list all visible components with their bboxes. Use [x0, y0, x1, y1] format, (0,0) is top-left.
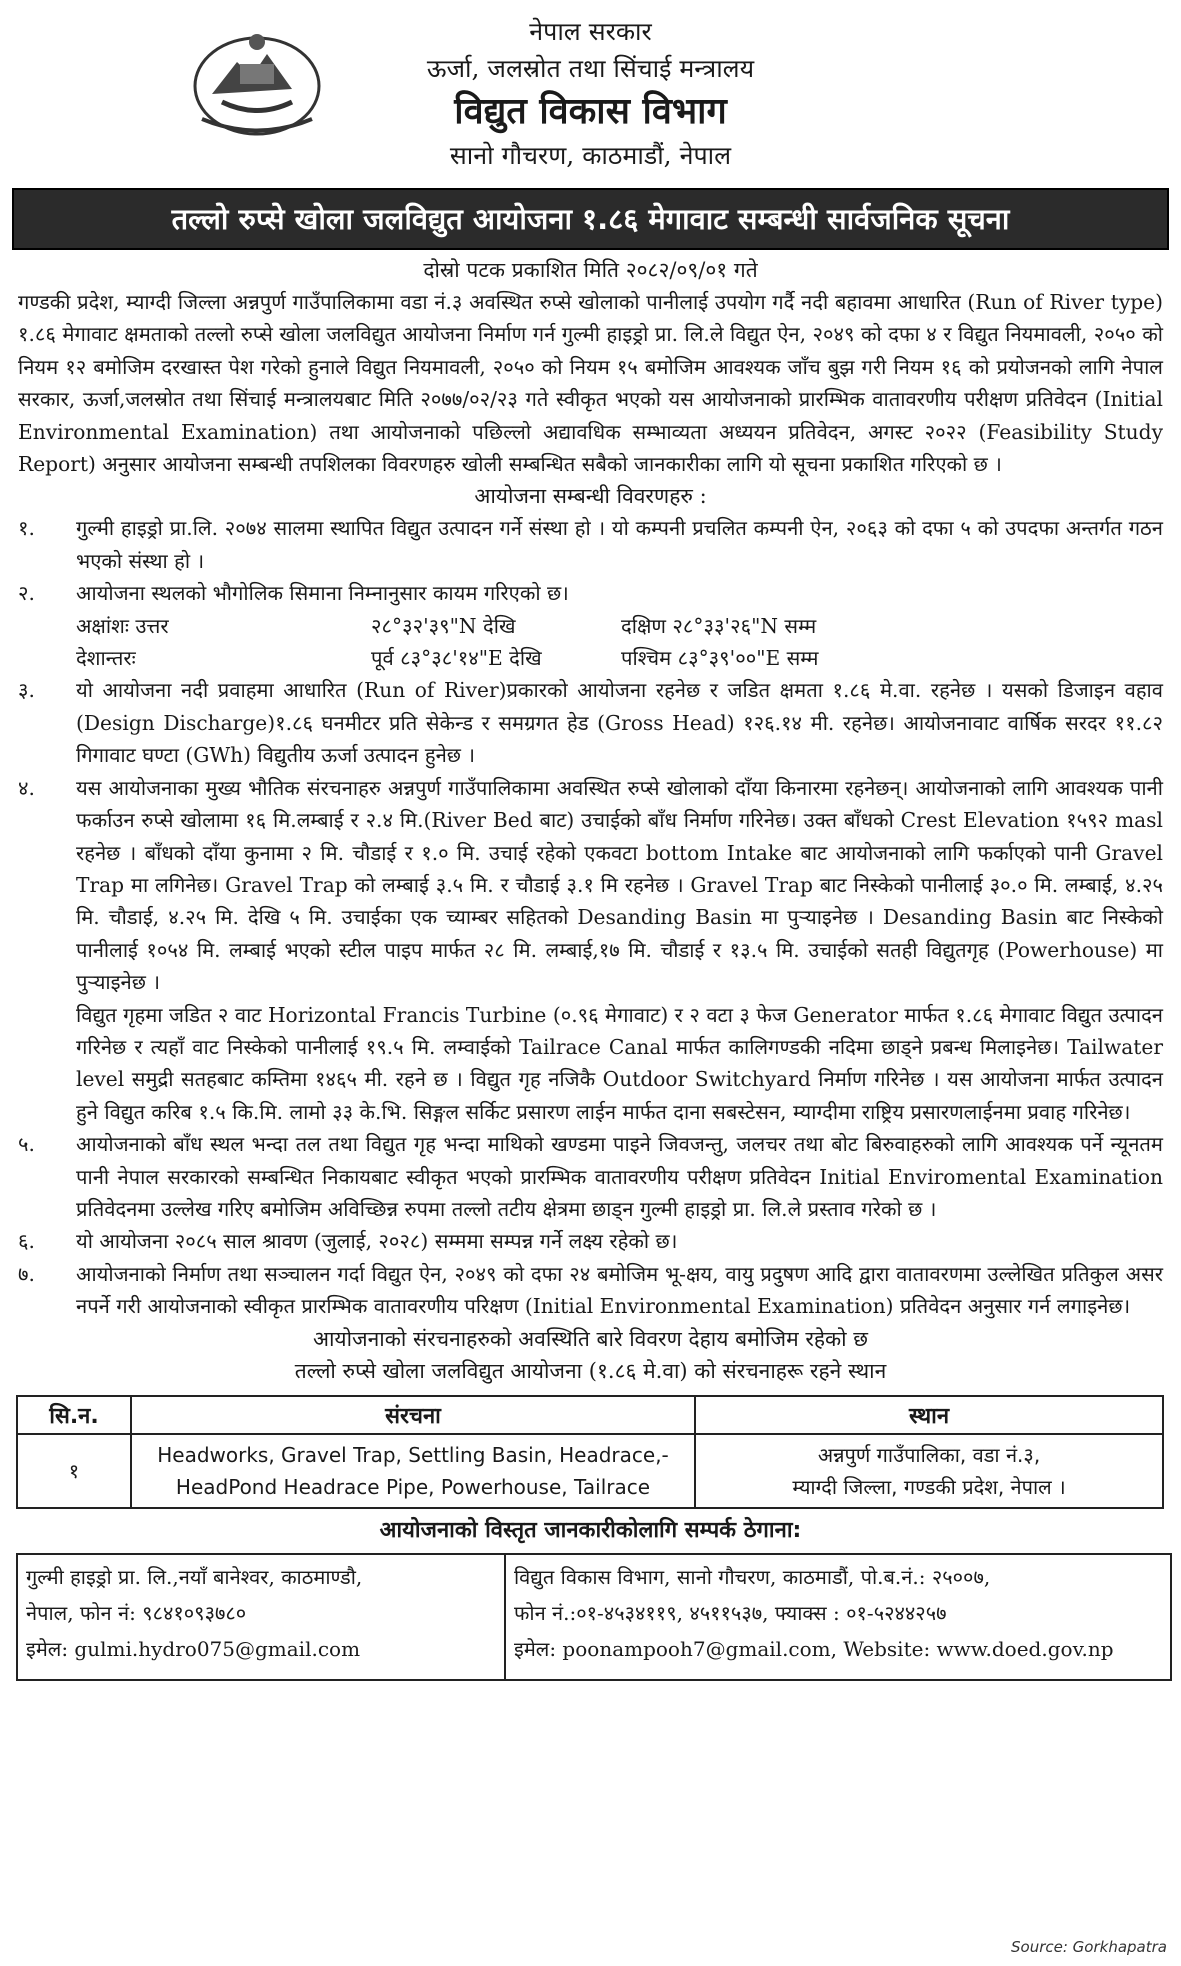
item-text: यस आयोजनाका मुख्य भौतिक संरचनाहरु अन्नपुर्ण गाउँपालिकामा अवस्थित रुप्से खोलाको दाँया किनारमा रहनेछन्। आयोजनाको लागि आवश्यक पानी फर्काउन रुप्से खोलामा १६ मि.लम्बाई र २.४ मि.(River Bed बाट) उचाईको बाँध निर्माण गरिनेछ। उक्त बाँधको Crest Elevation १५९२ masl रहनेछ । बाँधको दाँया कुनामा २ मि. चौडाई र १.० मि. उचाई रहेको एकवटा bottom Intake बाट आयोजनाको लागि फर्काएको पानी Gravel Trap मा लगिनेछ। Gravel Trap को लम्बाई ३.५ मि. र चौडाई ३.१ मि रहनेछ । Gravel Trap बाट निस्केको पानीलाई ३०.० मि. लम्बाई, ४.२५ मि. चौडाई, ४.२५ मि. देखि ५ मि. उचाईका एक च्याम्बर सहितको Desanding Basin मा पुऱ्याइनेछ । Desanding Basin बाट निस्केको पानीलाई १०५४ मि. लम्बाई भएको स्टील पाइप मार्फत २८ मि. लम्बाई,१७ मि. चौडाई र १३.५ मि. उचाईको सतही विद्युतगृह (Powerhouse) मा पुऱ्याइनेछ । — [76, 775, 1163, 995]
structures-caption: आयोजनाको संरचनाहरुको अवस्थिति बारे विवरण देहाय बमोजिम रहेको छ — [312, 1326, 869, 1351]
item-text: आयोजनाको बाँध स्थल भन्दा तल तथा विद्युत गृह भन्दा माथिको खण्डमा पाइने जिवजन्तु, जलचर तथा बोट बिरुवाहरुको लागि आवश्यक पर्ने न्यूनतम पानी नेपाल सरकारको सम्बन्धित निकायबाट स्वीकृत भएको प्रारम्भिक वातावरणीय परीक्षण प्रतिवेदन Initial Enviromental Examination प्रतिवेदनमा उल्लेख गरिए बमोजिम अविच्छिन्न रुपमा तल्लो तटीय क्षेत्रमा छाड्न गुल्मी हाइड्रो प्रा. लि.ले प्रस्ताव गरेको छ । — [76, 1132, 1163, 1221]
department-email-website: इमेल: poonampooh7@gmail.com, Website: www.doed.gov.np — [514, 1636, 1114, 1661]
item-text: यो आयोजना नदी प्रवाहमा आधारित (Run of River)प्रकारको आयोजना रहनेछ र जडित क्षमता १.८६ मे.वा. रहनेछ । यसको डिजाइन वहाव (Design Discharge)१.८६ घनमीटर प्रति सेकेन्ड र समग्रगत हेड (Gross Head) १२६.१४ मी. रहनेछ। आयोजनावाट वार्षिक सरदर ११.८२ गिगावाट घण्टा (GWh) विद्युतीय ऊर्जा उत्पादन हुनेछ । — [76, 678, 1163, 768]
item-number: ७. — [18, 1261, 35, 1286]
company-phone: नेपाल, फोन नं: ९८४१०९३७८० — [26, 1600, 247, 1625]
department-contact — [506, 1555, 1170, 1679]
list-item — [12, 1225, 1169, 1257]
item-number: १. — [18, 516, 35, 541]
table-header-row — [17, 1396, 1163, 1434]
item-text: आयोजनाको निर्माण तथा सञ्चालन गर्दा विद्युत ऐन, २०४९ को दफा २४ बमोजिम भू-क्षय, वायु प्रदुषण आदि द्वारा वातावरणमा उल्लेखित प्रतिकुल असर नपर्ने गरी आयोजनाको स्वीकृत प्रारम्भिक वातावरणीय परिक्षण (Initial Environmental Examination) प्रतिवेदन अनुसार गर्न लगाइनेछ। — [76, 1261, 1163, 1319]
list-item — [12, 1258, 1169, 1323]
longitude-label: देशान्तरः — [76, 646, 136, 671]
government-name: नेपाल सरकार — [529, 17, 652, 46]
coordinates — [12, 610, 1169, 675]
longitude-to: पश्चिम ८३°३९'००"E सम्म — [621, 646, 819, 671]
item-number: ३. — [18, 678, 35, 703]
company-email: इमेल: gulmi.hydro075@gmail.com — [26, 1636, 361, 1661]
structure-cell — [131, 1434, 695, 1508]
structures-table-title: तल्लो रुप्से खोला जलविद्युत आयोजना (१.८६ मे.वा) को संरचनाहरू रहने स्थान — [294, 1358, 887, 1383]
longitude-from: पूर्व ८३°३८'१४"E देखि — [371, 646, 542, 671]
nepal-emblem-icon — [182, 24, 332, 144]
source-credit: Source: Gorkhapatra — [1011, 1938, 1167, 1956]
notice-page — [12, 6, 1169, 1681]
header — [12, 6, 1169, 186]
column-header: संरचना — [131, 1396, 695, 1434]
company-contact — [18, 1555, 506, 1679]
item-text: गुल्मी हाइड्रो प्रा.लि. २०७४ सालमा स्थापित विद्युत उत्पादन गर्ने संस्था हो । यो कम्पनी प्रचलित कम्पनी ऐन, २०६३ को दफा ५ को उपदफा अन्तर्गत गठन भएको संस्था हो । — [76, 516, 1163, 573]
table-row — [17, 1434, 1163, 1508]
item-number: ६. — [18, 1229, 35, 1254]
column-header: सि.न. — [17, 1396, 131, 1434]
structure-line: HeadPond Headrace Pipe, Powerhouse, Tailrace — [175, 1474, 651, 1499]
list-item — [12, 674, 1169, 771]
department-address: सानो गौचरण, काठमाडौं, नेपाल — [449, 141, 732, 170]
intro-paragraph: गण्डकी प्रदेश, म्याग्दी जिल्ला अन्नपुर्ण गाउँपालिकामा वडा नं.३ अवस्थित रुप्से खोलाको पानीलाई उपयोग गर्दै नदी बहावमा आधारित (Run of River type) १.८६ मेगावाट क्षमताको तल्लो रुप्से खोला जलविद्युत आयोजना निर्माण गर्न गुल्मी हाइड्रो प्रा. लि.ले विद्युत ऐन, २०४९ को दफा ४ र विद्युत नियमावली, २०५० को नियम १२ बमोजिम दरखास्त पेश गरेको हुनाले विद्युत नियमावली, २०५० को नियम १५ बमोजिम आवश्यक जाँच बुझ गरी नियम १६ को प्रयोजनको लागि नेपाल सरकार, ऊर्जा,जलस्रोत तथा सिंचाई मन्त्रालयबाट मिति २०७७/०२/२३ गते स्वीकृत भएको यस आयोजनाको प्रारम्भिक वातावरणीय परीक्षण प्रतिवेदन (Initial Environmental Examination) तथा आयोजनाको पछिल्लो अद्यावधिक सम्भाव्यता अध्ययन प्रतिवेदन, अगस्ट २०२२ (Feasibility Study Report) अनुसार आयोजना सम्बन्धी तपशिलका विवरणहरु खोली सम्बन्धित सबैको जानकारीका लागि यो सूचना प्रकाशित गरिएको छ । — [18, 290, 1163, 477]
contact-heading: आयोजनाको विस्तृत जानकारीकोलागि सम्पर्क ठेगाना: — [379, 1517, 802, 1543]
location-line: म्याग्दी जिल्ला, गण्डकी प्रदेश, नेपाल । — [792, 1474, 1066, 1499]
publish-date: दोस्रो पटक प्रकाशित मिति २०८२/०९/०१ गते — [423, 258, 758, 282]
list-item — [12, 577, 1169, 609]
location-line: अन्नपुर्ण गाउँपालिका, वडा नं.३, — [817, 1442, 1041, 1467]
latitude-from: २८°३२'३९"N देखि — [371, 613, 516, 638]
ministry-name: ऊर्जा, जलस्रोत तथा सिंचाई मन्त्रालय — [426, 54, 755, 83]
structures-table — [16, 1395, 1164, 1509]
item-text: यो आयोजना २०८५ साल श्रावण (जुलाई, २०२८) सम्ममा सम्पन्न गर्ने लक्ष्य रहेको छ। — [76, 1229, 678, 1254]
location-cell — [695, 1434, 1163, 1508]
serial-number-cell: १ — [17, 1434, 131, 1508]
notice-title: तल्लो रुप्से खोला जलविद्युत आयोजना १.८६ मेगावाट सम्बन्धी सार्वजनिक सूचना — [12, 188, 1169, 250]
list-item — [12, 772, 1169, 999]
latitude-label: अक्षांशः उत्तर — [76, 613, 169, 638]
list-item — [12, 1128, 1169, 1225]
details-heading: आयोजना सम्बन्धी विवरणहरु : — [474, 484, 707, 509]
column-header: स्थान — [695, 1396, 1163, 1434]
item-number: ५. — [18, 1132, 35, 1157]
details-list — [12, 512, 1169, 1322]
item-text: विद्युत गृहमा जडित २ वाट Horizontal Francis Turbine (०.९६ मेगावाट) र २ वटा ३ फेज Generator मार्फत १.८६ मेगावाट विद्युत उत्पादन गरिनेछ र त्यहाँ वाट निस्केको पानीलाई १९.५ मि. लम्वाईको Tailrace Canal मार्फत कालिगण्डकी नदिमा छाड्ने प्रबन्ध मिलाइनेछ। Tailwater level समुद्री सतहबाट कम्तिमा १४६५ मी. रहने छ । विद्युत गृह नजिकै Outdoor Switchyard निर्माण गरिनेछ । यस आयोजना मार्फत उत्पादन हुने विद्युत करिब १.५ कि.मि. लामो ३३ के.भि. सिङ्गल सर्किट प्रसारण लाईन मार्फत दाना सबस्टेसन, म्याग्दीमा राष्ट्रिय प्रसारणलाईनमा प्रवाह गरिनेछ। — [76, 1002, 1163, 1124]
list-item-continued — [12, 999, 1169, 1129]
department-contact-address: विद्युत विकास विभाग, सानो गौचरण, काठमाडौं, पो.ब.नं.: २५००७, — [514, 1564, 991, 1589]
latitude-to: दक्षिण २८°३३'२६"N सम्म — [621, 613, 817, 638]
department-phone: फोन नं.:०१-४५३४११९, ४५११५३७, फ्याक्स : ०१-५२४४२५७ — [514, 1600, 947, 1625]
list-item — [12, 512, 1169, 577]
item-number: २. — [18, 581, 35, 606]
structure-line: Headworks, Gravel Trap, Settling Basin, Headrace,- — [157, 1442, 669, 1467]
company-address: गुल्मी हाइड्रो प्रा. लि.,नयाँ बानेश्वर, काठमाण्डौ, — [26, 1564, 363, 1589]
item-text: आयोजना स्थलको भौगोलिक सिमाना निम्नानुसार कायम गरिएको छ। — [76, 581, 569, 606]
department-name: विद्युत विकास विभाग — [454, 91, 727, 132]
contact-box — [16, 1553, 1172, 1681]
item-number: ४. — [18, 775, 35, 800]
